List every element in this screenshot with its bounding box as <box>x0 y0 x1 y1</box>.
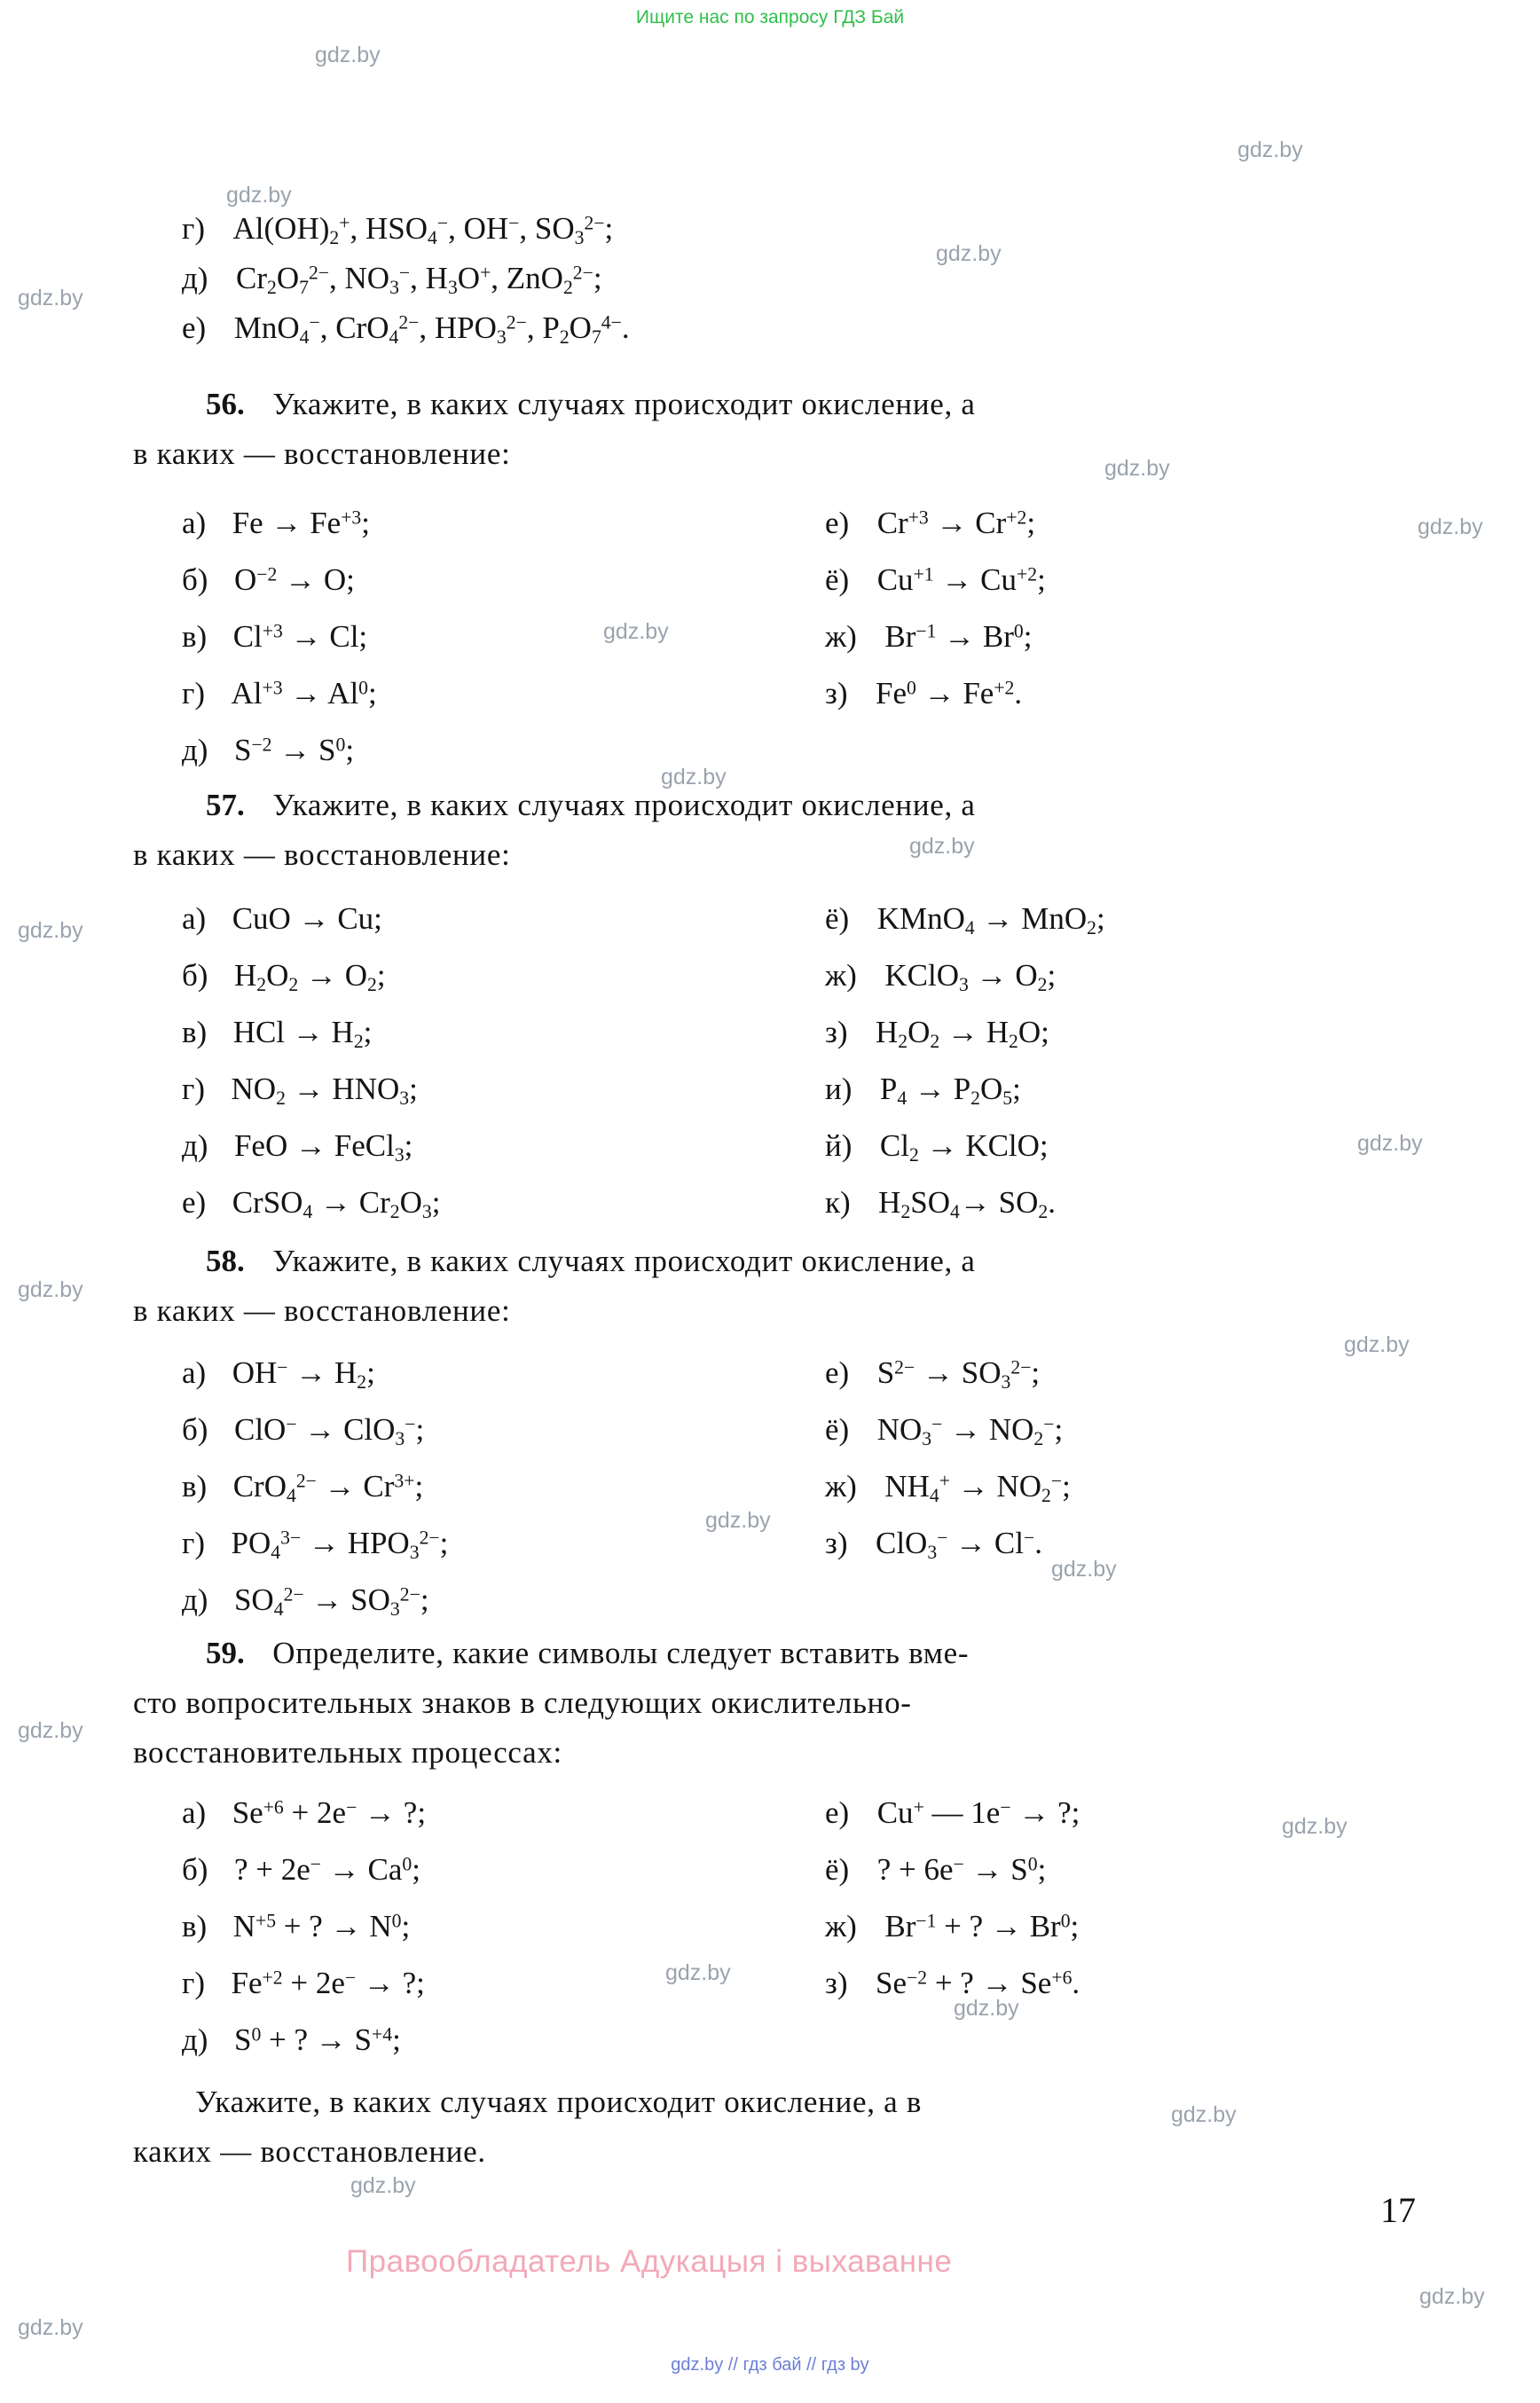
item-formula: ? + $2e^- \to Ca^0$; <box>233 1852 420 1887</box>
exercise-56-prompt-line2: в каких — восстановление: <box>133 436 511 471</box>
item-formula: $S^{2-} \to SO_3^{2-}$; <box>876 1355 1041 1394</box>
item-label: з) <box>825 1526 848 1560</box>
list-item <box>182 564 355 595</box>
list-item <box>825 960 1056 995</box>
item-formula: $OH^- \to H_2$; <box>232 1355 375 1394</box>
item-label: ё) <box>825 901 850 936</box>
watermark-text: gdz.by <box>1238 137 1303 162</box>
copyright-notice: Правообладатель Адукацыя i выхаванне <box>346 2244 953 2279</box>
item-label: ж) <box>825 958 857 993</box>
watermark-text: gdz.by <box>1344 1332 1410 1357</box>
item-formula: $Cl_2$ → KClO; <box>879 1128 1049 1166</box>
item-formula: $NH_4^+ \to NO_2^-$; <box>884 1469 1071 1507</box>
list-item <box>825 1414 1063 1449</box>
item-formula: $Fe \to Fe^{+3}$; <box>232 506 371 540</box>
item-label: з) <box>825 676 848 711</box>
item-label: в) <box>182 619 208 654</box>
list-item <box>825 1130 1049 1166</box>
item-label: д) <box>182 733 208 767</box>
exercise-59-closing-line2: каких — восстановление. <box>133 2134 486 2169</box>
item-formula: $Cr_2O_7^{2-}$, $NO_3^-$, $H_3O^+$, ZnO$_2^{2-}$; <box>235 261 602 299</box>
top-banner: Ищите нас по запросу ГДЗ Бай <box>635 7 905 27</box>
exercise-57-prompt-line2: в каких — восстановление: <box>133 837 511 872</box>
item-formula: KMnO$_4$ → MnO$_2$; <box>876 901 1105 939</box>
exercise-59-closing-line1: Укажите, в каких случаях происходит окисление, а в <box>195 2085 923 2119</box>
list-item <box>182 1187 441 1222</box>
bottom-links: gdz.by // гдз бай // гдз by <box>671 2355 869 2375</box>
list-item <box>825 1527 1042 1563</box>
exercise-56-heading <box>206 389 976 420</box>
list-item <box>182 1911 410 1942</box>
watermark-text: gdz.by <box>1104 456 1170 481</box>
item-formula: $Br^{-1}$ + ? → $Br^0$; <box>884 1909 1080 1944</box>
item-formula: ? + $6e^- \to S^0$; <box>876 1852 1047 1887</box>
list-item <box>825 1357 1040 1393</box>
exercise-59-heading <box>206 1637 969 1669</box>
list-item <box>182 903 382 934</box>
list-item <box>182 1797 426 1828</box>
item-formula: FeO → FeCl$_3$; <box>233 1128 413 1166</box>
watermark-text: gdz.by <box>1171 2102 1237 2127</box>
list-item <box>182 1017 372 1052</box>
watermark-text: gdz.by <box>18 1277 83 1302</box>
watermark-text: gdz.by <box>315 43 381 67</box>
item-label: й) <box>825 1128 852 1163</box>
item-label: е) <box>825 1355 850 1390</box>
list-item <box>825 1017 1049 1052</box>
item-formula: $Cu^{+1} \to Cu^{+2}$; <box>876 562 1046 597</box>
watermark-text: gdz.by <box>1357 1131 1423 1156</box>
item-formula: $H_2SO_4\to SO_2$. <box>878 1185 1056 1223</box>
item-label: б) <box>182 1852 208 1887</box>
exercise-59-prompt-line2: сто вопросительных знаков в следующих окислительно- <box>133 1685 912 1720</box>
item-label: е) <box>182 1185 207 1220</box>
item-label: в) <box>182 1469 208 1504</box>
item-label: и) <box>825 1072 852 1106</box>
list-item <box>182 1471 423 1506</box>
list-item <box>825 678 1022 709</box>
item-formula: $CrO_4^{2-} \to Cr^{3+}$; <box>232 1469 424 1507</box>
item-label: е) <box>182 310 207 345</box>
watermark-text: gdz.by <box>909 834 975 859</box>
item-formula: ClO$_3$− → Cl−. <box>875 1526 1042 1564</box>
exercise-57-heading <box>206 789 976 821</box>
list-item <box>182 1527 448 1563</box>
item-label: б) <box>182 1412 208 1447</box>
exercise-59-prompt-line3: восстановительных процессах: <box>133 1735 562 1770</box>
list-item <box>182 1854 420 1885</box>
item-label: г) <box>182 1072 206 1106</box>
list-item <box>182 734 354 766</box>
list-item <box>182 1414 424 1449</box>
watermark-text: gdz.by <box>18 918 83 943</box>
item-label: ё) <box>825 1852 850 1887</box>
item-label: е) <box>825 506 850 540</box>
item-label: ж) <box>825 1909 857 1944</box>
item-label: д) <box>182 2022 208 2057</box>
item-formula: CrSO$_4$ → $Cr_2O_3$; <box>232 1185 441 1223</box>
list-item <box>182 1967 425 1999</box>
item-label: д) <box>182 261 208 295</box>
list-item <box>182 312 630 348</box>
item-formula: MnO$_4$−, CrO$_4^{2-}$, $HPO_3^{2-}$, $P_2O_7^{4-}$. <box>233 310 630 349</box>
item-label: ё) <box>825 1412 850 1447</box>
watermark-text: gdz.by <box>665 1960 731 1985</box>
item-label: а) <box>182 506 207 540</box>
item-formula: $SO_4^{2-} \to SO_3^{2-}$; <box>233 1582 429 1621</box>
list-item <box>182 1130 412 1166</box>
item-formula: CuO → Cu; <box>232 901 382 936</box>
item-formula: ClO− → ClO$_3$−; <box>233 1412 425 1450</box>
list-item <box>182 678 377 709</box>
item-label: а) <box>182 901 207 936</box>
exercise-prompt-line: Определите, какие символы следует вставить вме- <box>272 1636 970 1670</box>
item-label: ё) <box>825 562 850 597</box>
item-formula: $N^{+5}$ + ? → $N^0$; <box>232 1909 411 1944</box>
watermark-text: gdz.by <box>1051 1557 1117 1582</box>
watermark-text: gdz.by <box>936 241 1002 266</box>
item-formula: $Fe^{+2} + 2e^-$ → ?; <box>231 1966 425 2000</box>
list-item <box>825 1911 1079 1942</box>
exercise-prompt-line: Укажите, в каких случаях происходит окисление, а <box>272 788 976 822</box>
item-label: в) <box>182 1909 208 1944</box>
list-item <box>182 960 386 995</box>
item-formula: $Cl^{+3} \to Cl$; <box>232 619 368 654</box>
list-item <box>825 564 1046 595</box>
exercise-prompt-line: Укажите, в каких случаях происходит окисление, а <box>272 1244 976 1278</box>
list-item <box>825 1073 1021 1109</box>
watermark-text: gdz.by <box>1418 514 1483 539</box>
item-formula: $O^{-2} \to O$; <box>233 562 355 597</box>
exercise-number: 56. <box>206 387 245 421</box>
exercise-58-prompt-line2: в каких — восстановление: <box>133 1293 511 1328</box>
exercise-number: 57. <box>206 788 245 822</box>
list-item <box>182 507 370 538</box>
watermark-text: gdz.by <box>18 286 83 310</box>
watermark-text: gdz.by <box>18 1718 83 1743</box>
item-formula: $Cr^{+3} \to Cr^{+2}$; <box>876 506 1036 540</box>
list-item <box>825 507 1035 538</box>
list-item <box>825 1854 1046 1885</box>
list-item <box>182 263 602 298</box>
item-label: а) <box>182 1355 207 1390</box>
list-item <box>182 1073 418 1109</box>
item-formula: $NO_2 \to HNO_3$; <box>231 1072 418 1110</box>
item-formula: $NO_3^- \to NO_2^-$; <box>876 1412 1064 1450</box>
item-formula: $S^{-2} \to S^0$; <box>233 733 355 767</box>
item-formula: KClO$_3$ → $O_2$; <box>884 958 1057 996</box>
watermark-text: gdz.by <box>954 1996 1019 2021</box>
item-label: к) <box>825 1185 851 1220</box>
item-formula: $Al^{+3} \to Al^0$; <box>231 676 377 711</box>
list-item <box>182 2024 401 2055</box>
item-formula: $H_2O_2 \to O_2$; <box>233 958 386 996</box>
list-item <box>182 621 367 652</box>
item-formula: $H_2O_2 \to H_2O$; <box>875 1015 1049 1053</box>
item-label: в) <box>182 1015 208 1049</box>
item-label: г) <box>182 1966 206 2000</box>
item-label: е) <box>825 1795 850 1830</box>
exercise-58-heading <box>206 1245 976 1276</box>
watermark-text: gdz.by <box>603 619 669 644</box>
list-item <box>825 1187 1056 1222</box>
item-formula: $S^0$ + ? → $S^{+4}$; <box>233 2022 401 2057</box>
item-label: д) <box>182 1582 208 1617</box>
item-label: г) <box>182 676 206 711</box>
list-item <box>182 213 613 248</box>
list-item <box>825 1797 1080 1828</box>
watermark-text: gdz.by <box>1419 2284 1485 2309</box>
item-formula: $PO_4^{3-} \to HPO_3^{2-}$; <box>231 1526 449 1564</box>
exercise-number: 59. <box>206 1636 245 1670</box>
exercise-prompt-line: Укажите, в каких случаях происходит окисление, а <box>272 387 976 421</box>
item-label: ж) <box>825 619 857 654</box>
item-formula: Cu+ — 1e− → ?; <box>876 1795 1080 1830</box>
item-label: д) <box>182 1128 208 1163</box>
item-label: з) <box>825 1966 848 2000</box>
item-label: а) <box>182 1795 207 1830</box>
list-item <box>825 903 1105 938</box>
exercise-number: 58. <box>206 1244 245 1278</box>
list-item <box>182 1357 375 1393</box>
watermark-text: gdz.by <box>350 2173 416 2198</box>
item-label: з) <box>825 1015 848 1049</box>
list-item <box>182 1584 429 1620</box>
list-item <box>825 1967 1080 1999</box>
item-formula: HCl → $H_2$; <box>232 1015 373 1053</box>
item-label: б) <box>182 958 208 993</box>
watermark-text: gdz.by <box>1282 1814 1348 1839</box>
watermark-text: gdz.by <box>661 765 727 789</box>
watermark-text: gdz.by <box>705 1508 771 1533</box>
list-item <box>825 1471 1071 1506</box>
item-label: г) <box>182 1526 206 1560</box>
item-formula: $Se^{-2}$ + ? → $Se^{+6}$. <box>875 1966 1080 2000</box>
watermark-text: gdz.by <box>226 183 292 208</box>
list-item <box>825 621 1033 652</box>
page-number: 17 <box>1380 2190 1416 2230</box>
item-label: г) <box>182 211 206 246</box>
watermark-text: gdz.by <box>18 2315 83 2340</box>
item-formula: $Al(OH)_2^+$, $HSO_4^-$, OH−, $SO_3^{2-}$; <box>232 211 614 249</box>
item-label: ж) <box>825 1469 857 1504</box>
item-formula: $Fe^0 \to Fe^{+2}$. <box>875 676 1023 711</box>
item-formula: $P_4 \to P_2O_5$; <box>879 1072 1021 1110</box>
item-label: б) <box>182 562 208 597</box>
item-formula: $Br^{-1} \to Br^0$; <box>884 619 1033 654</box>
item-formula: $Se^{+6} + 2e^-$ → ?; <box>232 1795 427 1830</box>
